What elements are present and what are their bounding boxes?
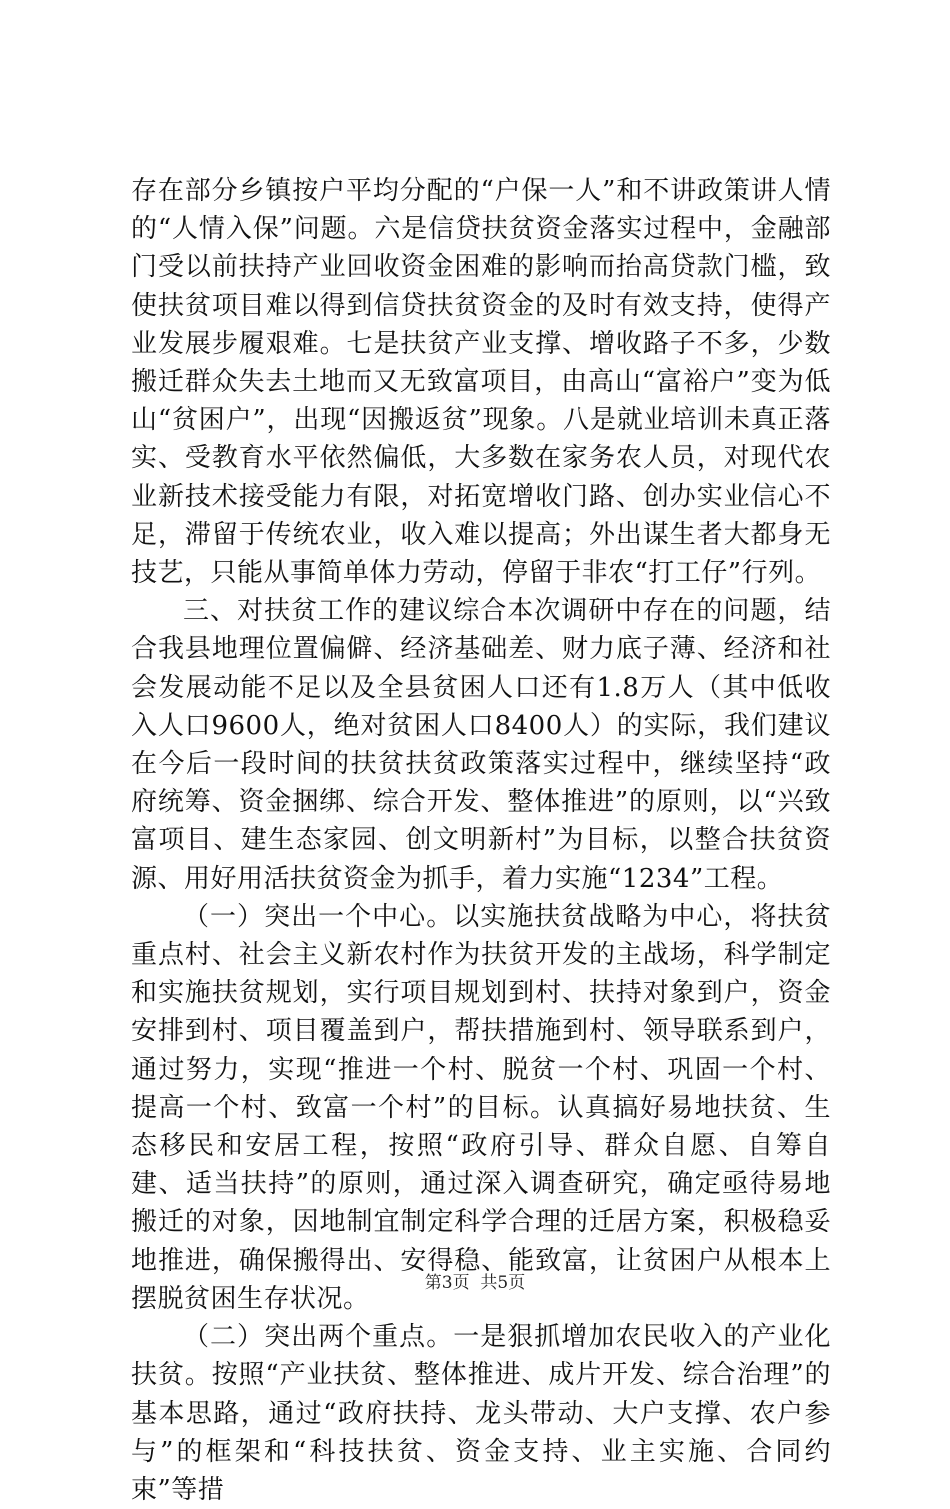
paragraph-item-one: （一）突出一个中心。以实施扶贫战略为中心，将扶贫重点村、社会主义新农村作为扶贫开发的主战场，科学制定和实施扶贫规划，实行项目规划到村、扶持对象到户，资金安排到村、项目覆盖到户，帮扶措施到村、领导联系到户，通过努力，实现“推进一个村、脱贫一个村、巩固一个村、提高一个村、致富一个村”的目标。认真搞好易地扶贫、生态移民和安居工程，按照“政府引导、群众自愿、自筹自建、适当扶持”的原则，通过深入调查研究，确定亟待易地搬迁的对象，因地制宜制定科学合理的迁居方案，积极稳妥地推进，确保搬得出、安得稳、能致富，让贫困户从根本上摆脱贫困生存状况。 [131, 901, 831, 1314]
paragraph-section-three: 三、对扶贫工作的建议综合本次调研中存在的问题，结合我县地理位置偏僻、经济基础差、财力底子薄、经济和社会发展动能不足以及全县贫困人口还有1.8万人（其中低收入人口9600人，绝对贫困人口8400人）的实际，我们建议在今后一段时间的扶贫扶贫政策落实过程中，继续坚持“政府统筹、资金捆绑、综合开发、整体推进”的原则，以“兴致富项目、建生态家园、创文明新村”为目标，以整合扶贫资源、用好用活扶贫资金为抓手，着力实施“1234”工程。 [131, 596, 831, 894]
paragraph-item-two: （二）突出两个重点。一是狠抓增加农民收入的产业化扶贫。按照“产业扶贫、整体推进、成片开发、综合治理”的基本思路，通过“政府扶持、龙头带动、大户支撑、农户参与”的框架和“科技扶贫、资金支持、业主实施、合同约束”等措 [131, 1322, 831, 1505]
body-text [131, 172, 831, 1509]
page-number-label: 第3页 共5页 [424, 1273, 526, 1293]
page-footer [0, 1268, 950, 1293]
paragraph-continuation: 存在部分乡镇按户平均分配的“户保一人”和不讲政策讲人情的“人情入保”问题。六是信贷扶贫资金落实过程中，金融部门受以前扶持产业回收资金困难的影响而抬高贷款门槛，致使扶贫项目难以得到信贷扶贫资金的及时有效支持，使得产业发展步履艰难。七是扶贫产业支撑、增收路子不多，少数搬迁群众失去土地而又无致富项目，由高山“富裕户”变为低山“贫困户”，出现“因搬返贫”现象。八是就业培训未真正落实、受教育水平依然偏低，大多数在家务农人员，对现代农业新技术接受能力有限，对拓宽增收门路、创办实业信心不足，滞留于传统农业，收入难以提高；外出谋生者大都身无技艺，只能从事简单体力劳动，停留于非农“打工仔”行列。 [131, 176, 831, 589]
